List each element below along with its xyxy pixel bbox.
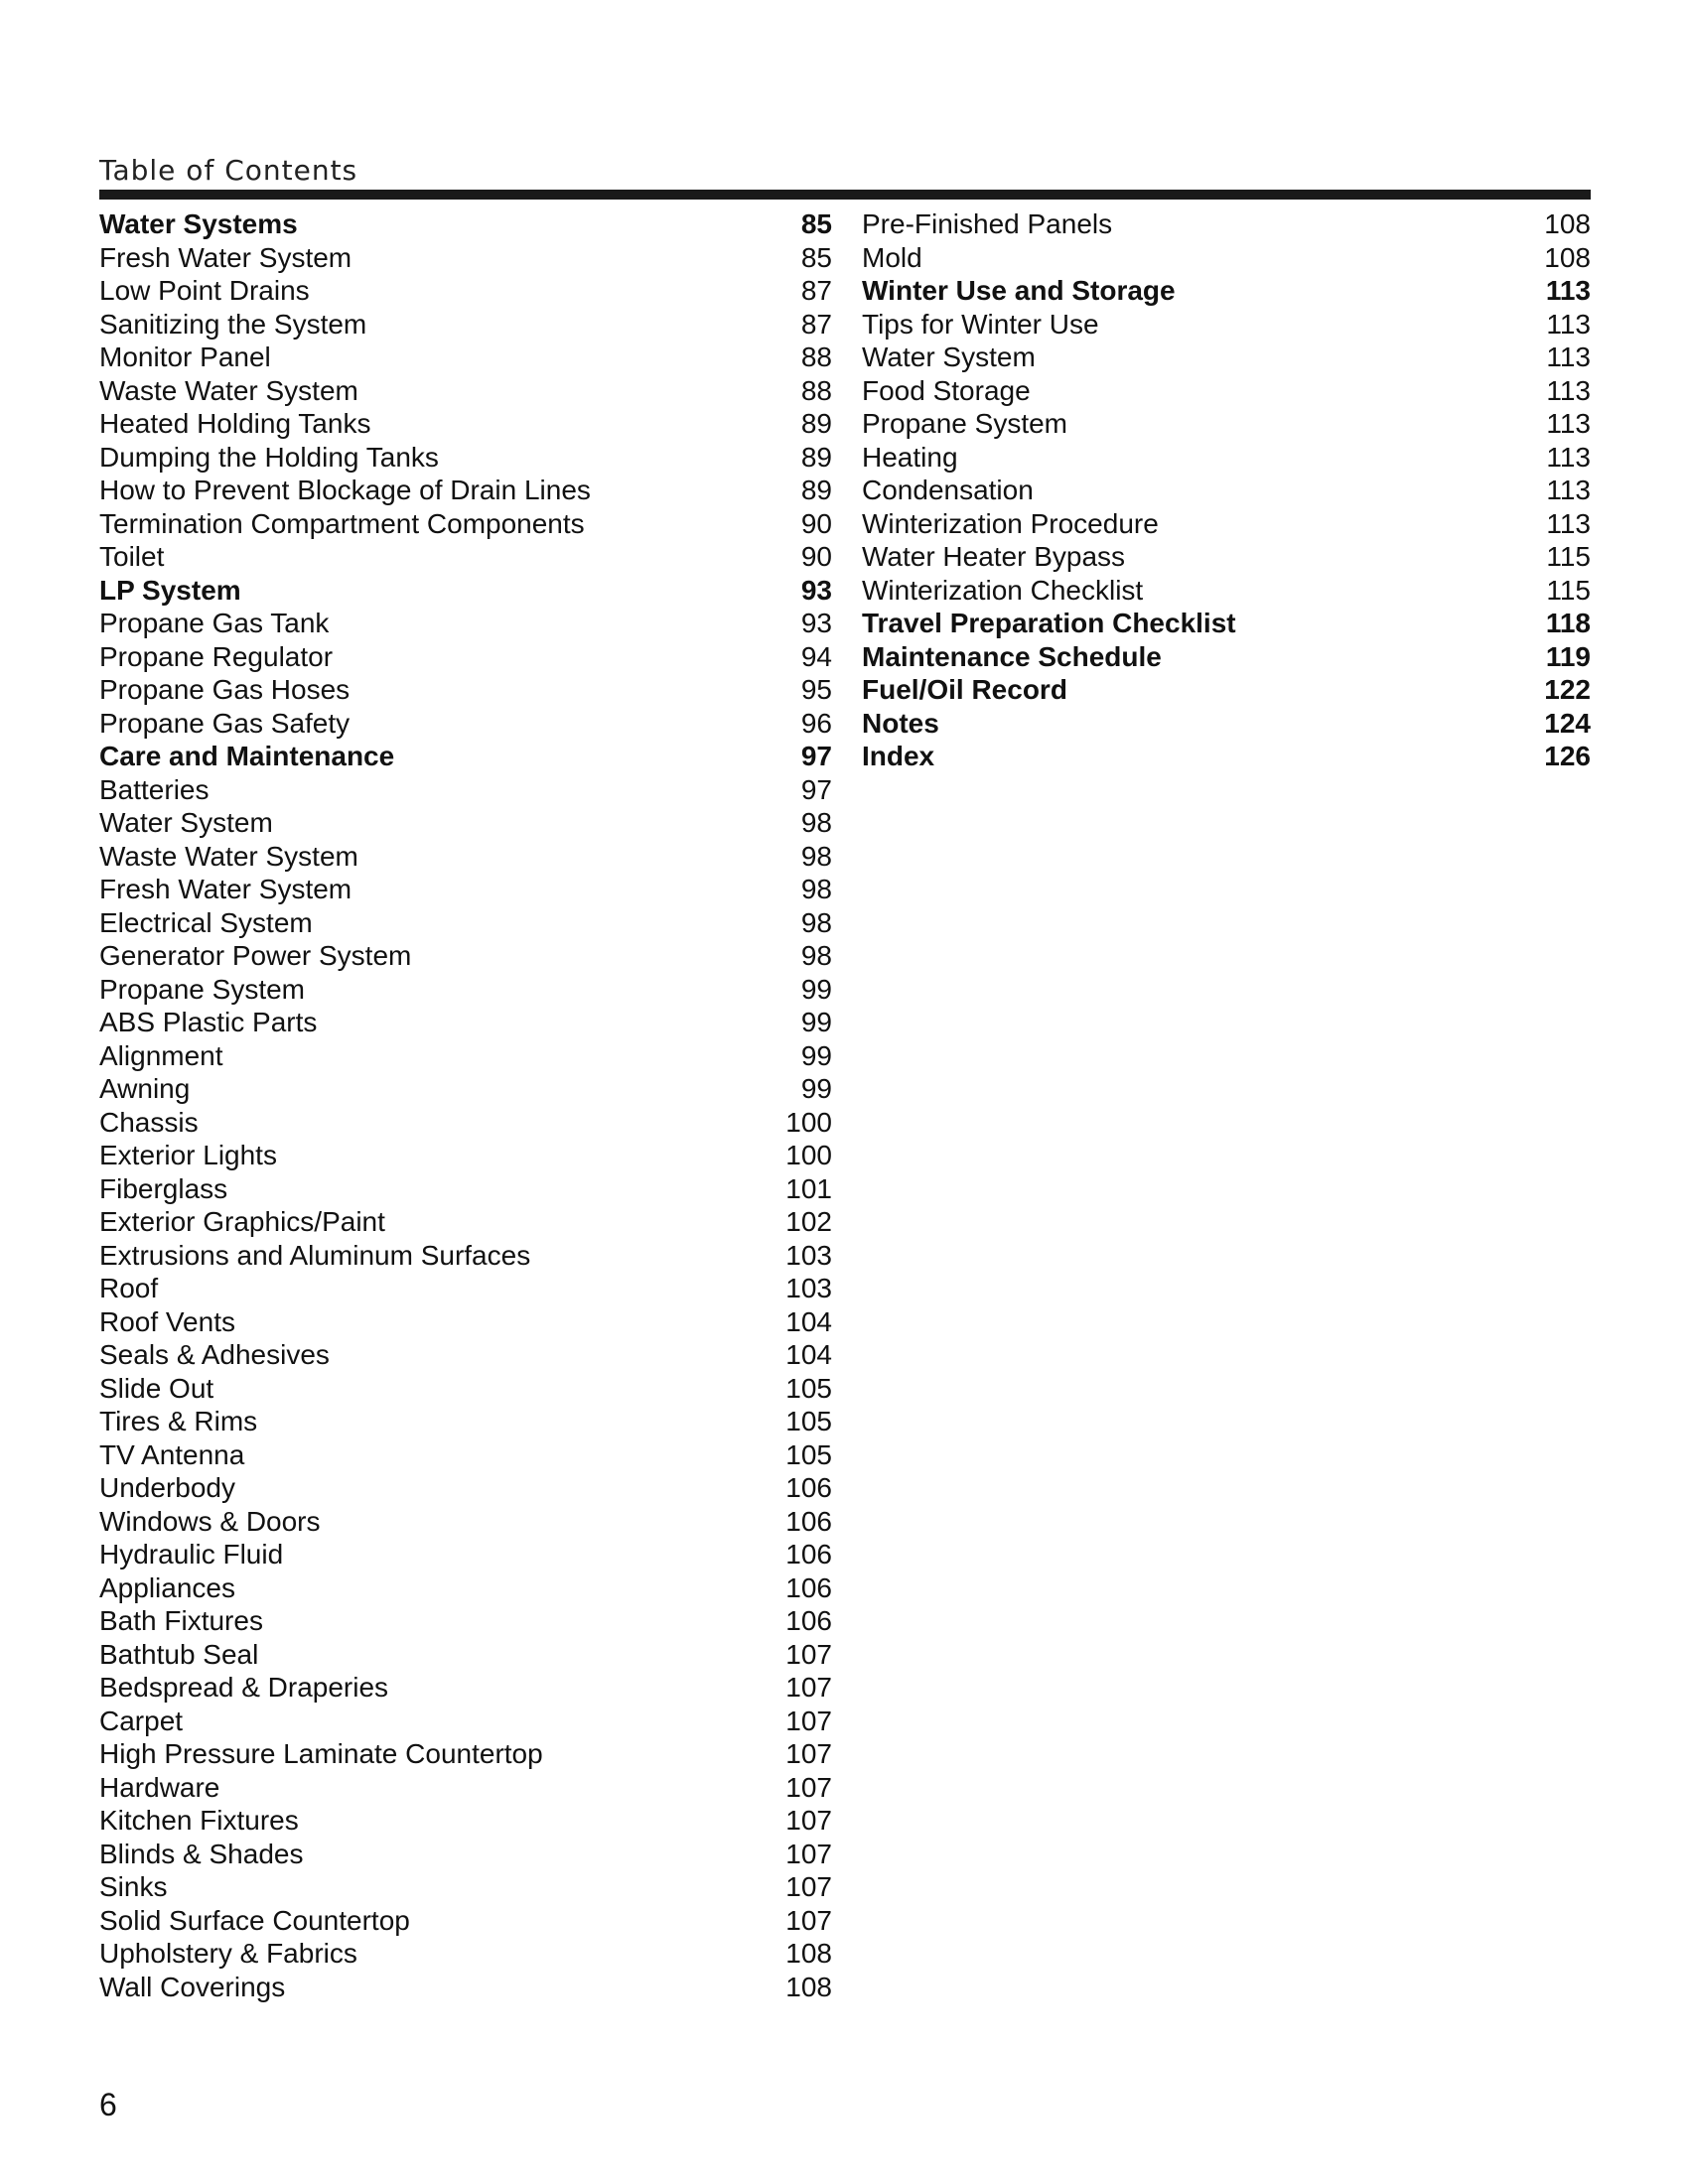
toc-entry-label: High Pressure Laminate Countertop <box>99 1738 543 1769</box>
toc-entry-label: Hydraulic Fluid <box>99 1539 284 1570</box>
toc-entry[interactable] <box>99 607 832 640</box>
toc-entry-label: Extrusions and Aluminum Surfaces <box>99 1239 531 1271</box>
toc-entry-label: Exterior Lights <box>99 1140 277 1170</box>
toc-left-column <box>99 207 832 2003</box>
toc-entry-page: 107 <box>785 1771 832 1803</box>
toc-section-entry[interactable] <box>862 740 1591 773</box>
toc-entry-label: Tips for Winter Use <box>862 308 1099 340</box>
toc-section-entry[interactable] <box>99 207 832 241</box>
toc-entry-page: 113 <box>1546 408 1591 439</box>
toc-entry-page: 95 <box>800 674 832 705</box>
toc-entry[interactable] <box>99 507 832 541</box>
toc-entry[interactable] <box>99 673 832 707</box>
toc-entry-label: ABS Plastic Parts <box>99 1007 318 1037</box>
toc-entry[interactable] <box>99 873 832 906</box>
toc-entry-page: 105 <box>785 1372 832 1404</box>
toc-entry-page: 105 <box>785 1406 832 1436</box>
toc-entry[interactable] <box>99 1971 832 2004</box>
toc-entry-page: 101 <box>785 1172 832 1204</box>
toc-entry-page: 99 <box>800 1073 832 1104</box>
toc-entry-label: Water System <box>99 807 273 838</box>
toc-entry[interactable] <box>99 1804 832 1838</box>
toc-entry-page: 106 <box>785 1605 832 1636</box>
toc-entry-label: Kitchen Fixtures <box>99 1805 299 1836</box>
toc-entry[interactable] <box>99 1538 832 1571</box>
toc-entry[interactable] <box>99 407 832 441</box>
toc-entry-label: Alignment <box>99 1039 223 1071</box>
toc-entry[interactable] <box>862 374 1591 408</box>
toc-entry-label: Chassis <box>99 1106 199 1138</box>
toc-entry-label: Propane System <box>99 973 305 1005</box>
toc-entry[interactable] <box>862 507 1591 541</box>
toc-entry-page: 85 <box>800 208 832 239</box>
toc-entry-label: Tires & Rims <box>99 1406 258 1436</box>
toc-entry-page: 107 <box>785 1805 832 1836</box>
toc-entry[interactable] <box>99 341 832 374</box>
toc-entry[interactable] <box>99 640 832 674</box>
toc-entry[interactable] <box>99 1471 832 1505</box>
toc-entry-label: Heating <box>862 441 958 473</box>
toc-entry-page: 108 <box>1544 241 1591 273</box>
toc-entry[interactable] <box>99 274 832 308</box>
toc-entry[interactable] <box>862 407 1591 441</box>
toc-entry-label: Upholstery & Fabrics <box>99 1938 357 1969</box>
toc-entry-page: 100 <box>785 1106 832 1138</box>
toc-entry-page: 113 <box>1546 308 1591 340</box>
toc-entry-label: Water System <box>862 341 1036 372</box>
toc-entry[interactable] <box>99 1604 832 1638</box>
toc-entry-label: Fresh Water System <box>99 241 352 273</box>
toc-entry-label: Winterization Checklist <box>862 574 1144 606</box>
page-header <box>99 154 1591 200</box>
toc-entry-label: Sinks <box>99 1871 168 1902</box>
toc-entry[interactable] <box>99 1272 832 1305</box>
toc-entry-label: Winter Use and Storage <box>862 275 1176 306</box>
toc-entry-label: How to Prevent Blockage of Drain Lines <box>99 475 591 505</box>
toc-entry-page: 113 <box>1545 275 1591 306</box>
toc-entry[interactable] <box>99 773 832 807</box>
toc-entry-page: 104 <box>785 1339 832 1370</box>
toc-entry-page: 97 <box>800 773 832 805</box>
toc-entry[interactable] <box>99 806 832 840</box>
toc-entry[interactable] <box>99 1571 832 1605</box>
toc-entry-page: 99 <box>800 1039 832 1071</box>
toc-entry[interactable] <box>99 1172 832 1206</box>
toc-entry-page: 102 <box>785 1206 832 1237</box>
toc-entry-page: 113 <box>1546 507 1591 539</box>
toc-entry[interactable] <box>862 241 1591 275</box>
toc-entry-label: Maintenance Schedule <box>862 640 1162 672</box>
toc-entry-label: Fiberglass <box>99 1172 228 1204</box>
toc-entry[interactable] <box>99 1205 832 1239</box>
toc-entry-label: Toilet <box>99 541 165 572</box>
toc-entry-label: Hardware <box>99 1771 220 1803</box>
toc-entry[interactable] <box>862 441 1591 475</box>
toc-entry[interactable] <box>862 574 1591 608</box>
toc-entry-label: Waste Water System <box>99 374 358 406</box>
toc-entry-page: 103 <box>785 1273 832 1303</box>
toc-entry-page: 122 <box>1544 674 1591 705</box>
toc-entry[interactable] <box>99 1638 832 1672</box>
toc-entry[interactable] <box>862 308 1591 341</box>
toc-entry-page: 98 <box>800 874 832 904</box>
toc-entry-label: Bathtub Seal <box>99 1638 259 1670</box>
toc-section-entry[interactable] <box>862 640 1591 674</box>
toc-entry-label: Appliances <box>99 1571 235 1603</box>
toc-entry[interactable] <box>99 1705 832 1738</box>
toc-entry-page: 106 <box>785 1571 832 1603</box>
toc-entry-label: Propane Regulator <box>99 640 334 672</box>
toc-entry[interactable] <box>99 1372 832 1406</box>
toc-entry[interactable] <box>862 474 1591 507</box>
toc-entry-page: 119 <box>1545 640 1591 672</box>
toc-entry[interactable] <box>99 1671 832 1705</box>
toc-entry-page: 107 <box>785 1904 832 1936</box>
toc-entry-label: TV Antenna <box>99 1438 245 1470</box>
toc-entry-page: 118 <box>1545 608 1591 638</box>
toc-entry[interactable] <box>99 1106 832 1140</box>
toc-entry[interactable] <box>99 241 832 275</box>
toc-entry-page: 113 <box>1546 374 1591 406</box>
toc-entry-label: Index <box>862 741 935 771</box>
toc-entry-label: Notes <box>862 707 939 739</box>
toc-entry-page: 98 <box>800 840 832 872</box>
toc-entry-page: 90 <box>800 507 832 539</box>
toc-entry-page: 113 <box>1546 475 1591 505</box>
toc-entry-label: Blinds & Shades <box>99 1838 304 1869</box>
toc-entry-label: Care and Maintenance <box>99 741 395 771</box>
toc-entry[interactable] <box>99 1039 832 1073</box>
toc-entry-page: 105 <box>785 1438 832 1470</box>
toc-entry[interactable] <box>862 540 1591 574</box>
toc-entry-label: LP System <box>99 574 241 606</box>
toc-entry-label: Fuel/Oil Record <box>862 674 1067 705</box>
title-rule <box>99 190 1591 200</box>
toc-section-entry[interactable] <box>862 607 1591 640</box>
toc-entry[interactable] <box>99 1838 832 1871</box>
page-title: Table of Contents <box>99 154 358 187</box>
toc-entry-page: 85 <box>800 241 832 273</box>
toc-entry-label: Awning <box>99 1073 191 1104</box>
toc-entry-page: 100 <box>785 1140 832 1170</box>
toc-entry-label: Termination Compartment Components <box>99 507 585 539</box>
toc-entry-page: 89 <box>800 408 832 439</box>
toc-entry-label: Water Heater Bypass <box>862 541 1126 572</box>
toc-entry-label: Condensation <box>862 475 1034 505</box>
toc-entry-page: 94 <box>800 640 832 672</box>
toc-entry-page: 103 <box>785 1239 832 1271</box>
toc-entry-page: 97 <box>800 741 832 771</box>
toc-entry-label: Winterization Procedure <box>862 507 1159 539</box>
toc-entry-label: Propane Gas Safety <box>99 707 351 739</box>
toc-entry-page: 107 <box>785 1638 832 1670</box>
toc-entry[interactable] <box>99 308 832 341</box>
toc-entry-page: 113 <box>1546 341 1591 372</box>
toc-entry-label: Slide Out <box>99 1372 214 1404</box>
toc-entry-page: 89 <box>800 475 832 505</box>
toc-entry-label: Solid Surface Countertop <box>99 1904 410 1936</box>
toc-entry-page: 106 <box>785 1472 832 1503</box>
toc-entry[interactable] <box>99 540 832 574</box>
toc-entry[interactable] <box>99 1305 832 1339</box>
toc-entry[interactable] <box>99 1937 832 1971</box>
toc-entry-page: 126 <box>1544 741 1591 771</box>
toc-entry-page: 107 <box>785 1738 832 1769</box>
toc-entry-page: 98 <box>800 940 832 971</box>
toc-entry-label: Roof Vents <box>99 1305 235 1337</box>
toc-entry[interactable] <box>99 1139 832 1172</box>
toc-entry[interactable] <box>99 1338 832 1372</box>
toc-section-entry[interactable] <box>99 574 832 608</box>
toc-entry-page: 87 <box>800 308 832 340</box>
toc-entry-label: Dumping the Holding Tanks <box>99 441 439 473</box>
toc-entry[interactable] <box>862 341 1591 374</box>
toc-entry-label: Travel Preparation Checklist <box>862 608 1236 638</box>
toc-entry-label: Batteries <box>99 773 210 805</box>
toc-entry[interactable] <box>99 973 832 1007</box>
toc-entry[interactable] <box>99 707 832 741</box>
toc-entry-page: 107 <box>785 1705 832 1736</box>
toc-section-entry[interactable] <box>99 740 832 773</box>
toc-entry-page: 108 <box>785 1971 832 2002</box>
toc-entry-page: 115 <box>1546 574 1591 606</box>
toc-entry-page: 107 <box>785 1871 832 1902</box>
page-number: 6 <box>99 2087 117 2122</box>
toc-entry-label: Food Storage <box>862 374 1031 406</box>
toc-entry-label: Wall Coverings <box>99 1971 286 2002</box>
toc-entry-page: 124 <box>1544 707 1591 739</box>
toc-entry-page: 88 <box>800 341 832 372</box>
toc-entry-label: Propane System <box>862 408 1067 439</box>
toc-entry-page: 87 <box>800 275 832 306</box>
toc-entry[interactable] <box>99 1737 832 1771</box>
toc-entry[interactable] <box>99 1405 832 1438</box>
toc-entry[interactable] <box>99 1072 832 1106</box>
toc-entry-page: 93 <box>800 608 832 638</box>
toc-entry-page: 98 <box>800 906 832 938</box>
toc-entry[interactable] <box>862 207 1591 241</box>
toc-entry-page: 115 <box>1546 541 1591 572</box>
toc-entry[interactable] <box>99 474 832 507</box>
toc-entry-label: Propane Gas Tank <box>99 608 330 638</box>
toc-section-entry[interactable] <box>862 274 1591 308</box>
toc-entry-label: Pre-Finished Panels <box>862 208 1113 239</box>
toc-entry[interactable] <box>99 1438 832 1472</box>
toc-entry-page: 104 <box>785 1305 832 1337</box>
toc-entry-page: 89 <box>800 441 832 473</box>
toc-entry-label: Water Systems <box>99 208 298 239</box>
toc-entry-page: 113 <box>1546 441 1591 473</box>
toc-section-entry[interactable] <box>862 707 1591 741</box>
toc-entry-page: 98 <box>800 807 832 838</box>
toc-entry-page: 90 <box>800 541 832 572</box>
toc-entry-page: 96 <box>800 707 832 739</box>
toc-entry-label: Windows & Doors <box>99 1505 321 1537</box>
toc-entry-page: 108 <box>1544 208 1591 239</box>
toc-entry-page: 107 <box>785 1838 832 1869</box>
toc-entry[interactable] <box>99 1904 832 1938</box>
toc-entry[interactable] <box>99 1006 832 1039</box>
toc-entry-label: Propane Gas Hoses <box>99 674 351 705</box>
toc-entry-label: Monitor Panel <box>99 341 271 372</box>
toc-entry-page: 99 <box>800 973 832 1005</box>
toc-entry-label: Sanitizing the System <box>99 308 367 340</box>
toc-entry-label: Mold <box>862 241 922 273</box>
toc-entry-page: 93 <box>800 574 832 606</box>
toc-entry[interactable] <box>99 374 832 408</box>
toc-entry-page: 108 <box>785 1938 832 1969</box>
toc-entry-label: Low Point Drains <box>99 275 310 306</box>
toc-entry[interactable] <box>99 1505 832 1539</box>
toc-entry-label: Roof <box>99 1273 159 1303</box>
toc-right-column <box>862 207 1591 773</box>
toc-entry[interactable] <box>99 1870 832 1904</box>
toc-entry-page: 106 <box>785 1505 832 1537</box>
toc-entry-page: 107 <box>785 1672 832 1703</box>
toc-entry-label: Bath Fixtures <box>99 1605 263 1636</box>
toc-entry-label: Generator Power System <box>99 940 412 971</box>
toc-entry-label: Waste Water System <box>99 840 358 872</box>
toc-entry-page: 99 <box>800 1007 832 1037</box>
toc-entry-label: Heated Holding Tanks <box>99 408 371 439</box>
toc-entry-page: 106 <box>785 1539 832 1570</box>
toc-entry-page: 88 <box>800 374 832 406</box>
toc-entry-label: Exterior Graphics/Paint <box>99 1206 385 1237</box>
toc-entry-label: Electrical System <box>99 906 313 938</box>
toc-entry[interactable] <box>99 441 832 475</box>
toc-entry[interactable] <box>99 906 832 940</box>
toc-entry[interactable] <box>99 939 832 973</box>
toc-entry[interactable] <box>99 1771 832 1805</box>
toc-entry-label: Seals & Adhesives <box>99 1339 330 1370</box>
toc-entry-label: Underbody <box>99 1472 235 1503</box>
toc-section-entry[interactable] <box>862 673 1591 707</box>
toc-entry[interactable] <box>99 840 832 874</box>
toc-entry[interactable] <box>99 1239 832 1273</box>
toc-entry-label: Fresh Water System <box>99 874 352 904</box>
toc-entry-label: Bedspread & Draperies <box>99 1672 389 1703</box>
toc-entry-label: Carpet <box>99 1705 184 1736</box>
